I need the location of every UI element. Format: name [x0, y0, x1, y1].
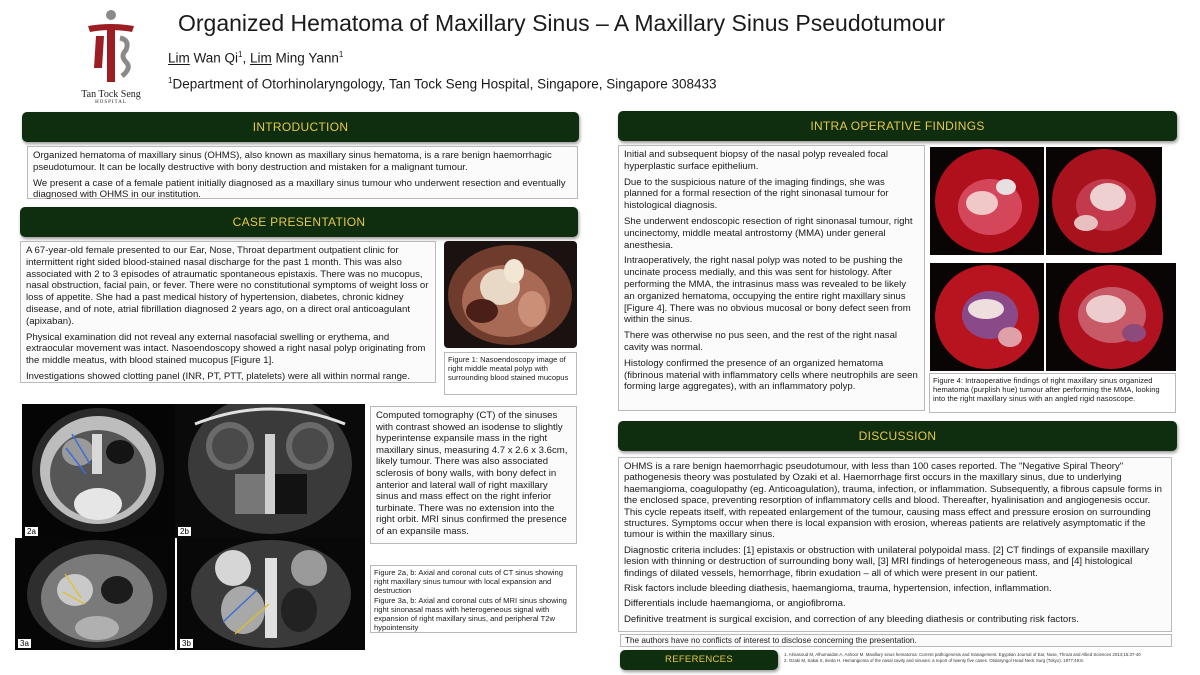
case-paragraph: Physical examination did not reveal any external nasofacial swelling or erythema, and extraocular movement was intact. Nasoendoscopy showed a right nasal polyp originating from the middle meatus, with blood stained mucopus [Figure 1]. — [26, 331, 426, 367]
figure-2b-label: 2b — [180, 527, 189, 536]
conflict-text: The authors have no conflicts of interest to disclose concerning the presentation. — [625, 636, 917, 645]
figure-4-intraop-image — [930, 263, 1044, 371]
intraop-paragraph: Initial and subsequent biopsy of the nasal polyp revealed focal hyperplastic surface epithelium. — [624, 149, 889, 172]
introduction-heading: INTRODUCTION — [22, 112, 579, 142]
affiliation — [168, 76, 717, 92]
case-presentation-heading: CASE PRESENTATION — [20, 207, 578, 237]
figure-3-caption-text: Figure 3a, b: Axial and coronal cuts of MRI sinus showing right sinonasal mass with heterogeneous signal with expansion of right maxillary sinus, and peripheral T2w hypointensity — [374, 595, 567, 633]
intraop-paragraph: She underwent endoscopic resection of right sinonasal tumour, right uncinectomy, middle meatal antrostomy (MMA) under general anesthesia. — [624, 215, 913, 251]
figure-3a-mri-axial — [15, 538, 175, 650]
affiliation-number: 1 — [168, 76, 173, 85]
intraop-paragraph: Histology confirmed the presence of an organized hematoma (fibrinous material with inflammatory cells where neutrophils are seen forming large aggregates), with an inflammatory polyp. — [624, 357, 918, 393]
author-surname: Lim — [168, 50, 190, 66]
introduction-box — [27, 146, 578, 199]
figure-4-intraop-image — [1046, 147, 1162, 255]
figure-4-intraop-image — [1046, 263, 1176, 371]
figure-1-caption — [444, 352, 577, 395]
author-given: Ming Yann — [275, 50, 339, 66]
reference-item: 2. Ozaki M, Sakai S, Ikeda H. Hemangioma of the nasal cavity and sinuses: a report of twenty five cases. Otolaryngol Head Neck Surg (Tokyo). 1977;49:8. — [784, 658, 1084, 663]
introduction-paragraph: We present a case of a female patient initially diagnosed as a maxillary sinus tumour who underwent resection and eventually diagnosed with OHMS in our institution. — [33, 177, 566, 201]
discussion-box — [618, 457, 1172, 632]
figure-1-nasoendoscopy-image — [444, 241, 577, 348]
figure-3b-mri-coronal — [177, 538, 365, 650]
discussion-paragraph: Definitive treatment is surgical excision, and correction of any bleeding diathesis or contributing risk factors. — [624, 613, 1079, 625]
discussion-paragraph: Risk factors include bleeding diathesis, haemangioma, trauma, hypertension, infection, inflammation. — [624, 583, 1052, 595]
figure-4-caption — [929, 373, 1176, 413]
intraop-paragraph: Due to the suspicious nature of the imaging findings, she was planned for a formal resection of the right sinonasal tumour for histological diagnosis. — [624, 176, 889, 212]
affiliation-text: Department of Otorhinolaryngology, Tan Tock Seng Hospital, Singapore, Singapore 308433 — [172, 76, 717, 92]
figure-2-caption-text: Figure 2a, b: Axial and coronal cuts of CT sinus showing right maxillary sinus tumour with local expansion and destruction — [374, 568, 563, 596]
author-affil: 1 — [338, 50, 344, 59]
author-given: Wan Qi — [193, 50, 239, 66]
reference-item: 1. Almasoud M, Alhumaidan A, Ashoor M. Maxillary sinus hematoma: Current pathogenesis and management. Egyptian Journal of Ear, Nose, Throat and Allied Sciences 2014;15:37-40 — [784, 652, 1141, 657]
figure-1-caption-text: Figure 1: Nasoendoscopy image of right middle meatal polyp with surrounding blood stained mucopus — [448, 355, 569, 383]
intraop-box — [618, 145, 925, 411]
intraop-heading: INTRA OPERATIVE FINDINGS — [618, 111, 1177, 141]
conflict-statement — [620, 634, 1172, 647]
author-affil: 1 — [238, 50, 243, 59]
figure-3b-label: 3b — [182, 639, 191, 648]
ct-findings-box — [370, 406, 577, 544]
ct-findings-text: Computed tomography (CT) of the sinuses with contrast showed an isodense to slightly hyperintense expansile mass in the right maxillary sinus, measuring 4.7 x 2.6 x 3.6cm, likely tumour. There was also associated sclerosis of bony walls, with bony defect in anterior and lateral wall of right maxillary sinus and mass effect on the right inferior turbinate. There was no extension into the right orbit. MRI sinus confirmed the presence of an expansile mass. — [376, 410, 568, 537]
hospital-logo — [76, 6, 146, 104]
discussion-paragraph: Diagnostic criteria includes: [1] epistaxis or obstruction with unilateral polypoidal mass. [2] CT findings of expansile maxillary lesion with thinning or destruction of surrounding bony wall, [3] MRI findings of heterogeneous mass, and [4] histological findings of dilated vessels, hemorrhage, fibrin exudation – all of which were present in our patient. — [624, 544, 1150, 579]
figure-2a-label: 2a — [27, 527, 36, 536]
figure-2a-ct-axial — [22, 404, 175, 538]
figure-3a-label: 3a — [20, 639, 29, 648]
case-presentation-box — [20, 241, 436, 383]
figure-2b-ct-coronal — [175, 404, 365, 538]
logo-subtitle: HOSPITAL — [95, 100, 127, 105]
references-list — [784, 652, 1174, 664]
discussion-paragraph: OHMS is a rare benign haemorrhagic pseudotumour, with less than 100 cases reported. The "Negative Spiral Theory" pathogenesis theory was postulated by Ozaki et al. Haemorrhage first occurs in the maxillary sinus, due to underlying haemangioma, coagulopathy (eg. Anticoagulation), trauma, infection, or inflammation. Subsequently, a fibrous capsule forms in the enclosed space, preventing resorption of inflammatory cells and blood. Thereafter, hyalinisation and angiogenesis occur. This cycle repeats itself, with repeated enlargement of the tumour, causing mass effect and pressure erosion on surrounding structures. Symptoms occur when there is local expansion with erosion, whereas patients are relatively asymptomatic if the tumour is within the maxillary sinus. — [624, 461, 1162, 541]
logo-name: Tan Tock Seng — [81, 89, 141, 100]
author-surname: Lim — [250, 50, 272, 66]
figure-4-intraop-image — [930, 147, 1044, 255]
figure-2-3-captions — [370, 565, 577, 633]
poster-title: Organized Hematoma of Maxillary Sinus – A Maxillary Sinus Pseudotumour — [178, 10, 946, 36]
discussion-paragraph: Differentials include haemangioma, or angiofibroma. — [624, 598, 846, 610]
references-heading: REFERENCES — [620, 650, 778, 670]
intraop-paragraph: Intraoperatively, the right nasal polyp was noted to be pushing the uncinate process medially, and this was sent for histology. After performing the MMA, the intrasinus mass was revealed to be likely an organized hematoma, occupying the entire right maxillary sinus [Figure 4]. There was no obvious mucosal or bony defect seen from within the sinus. — [624, 255, 911, 326]
introduction-paragraph: Organized hematoma of maxillary sinus (OHMS), also known as maxillary sinus hematoma, is a rare benign haemorrhagic pseudotumour. It can be locally destructive with bony destruction and mistaken for a malignant tumour. — [33, 150, 552, 173]
case-paragraph: A 67-year-old female presented to our Ear, Nose, Throat department outpatient clinic for intermittent right sided blood-stained nasal discharge for the past 1 month. This was also associated with 2 to 3 episodes of atraumatic spontaneous epistaxis. There was no mucopus, nasal obstruction, facial pain, or fever. There were no constitutional symptoms of weight loss or loss of appetite. She had a past medical history of hypertension, diabetes, chronic kidney disease, and of note, atrial fibrillation diagnosed 2 years ago, on a direct oral anticoagulant (apixaban). — [26, 245, 429, 327]
figure-4-caption-text: Figure 4: Intraoperative findings of right maxillary sinus organized hematoma (purplish hue) tumour after performing the MMA, looking into the right maxillary sinus with an angled rigid nasoscope. — [933, 376, 1160, 404]
logo-emblem-icon — [76, 6, 146, 84]
discussion-heading: DISCUSSION — [618, 421, 1177, 451]
intraop-paragraph: There was otherwise no pus seen, and the rest of the right nasal cavity was normal. — [624, 330, 898, 353]
case-paragraph: Investigations showed clotting panel (INR, PT, PTT, platelets) were all within normal range. — [26, 370, 410, 382]
author-list: Lim Wan Qi$^1$, Lim Ming Yann$^1$ — [168, 50, 344, 66]
